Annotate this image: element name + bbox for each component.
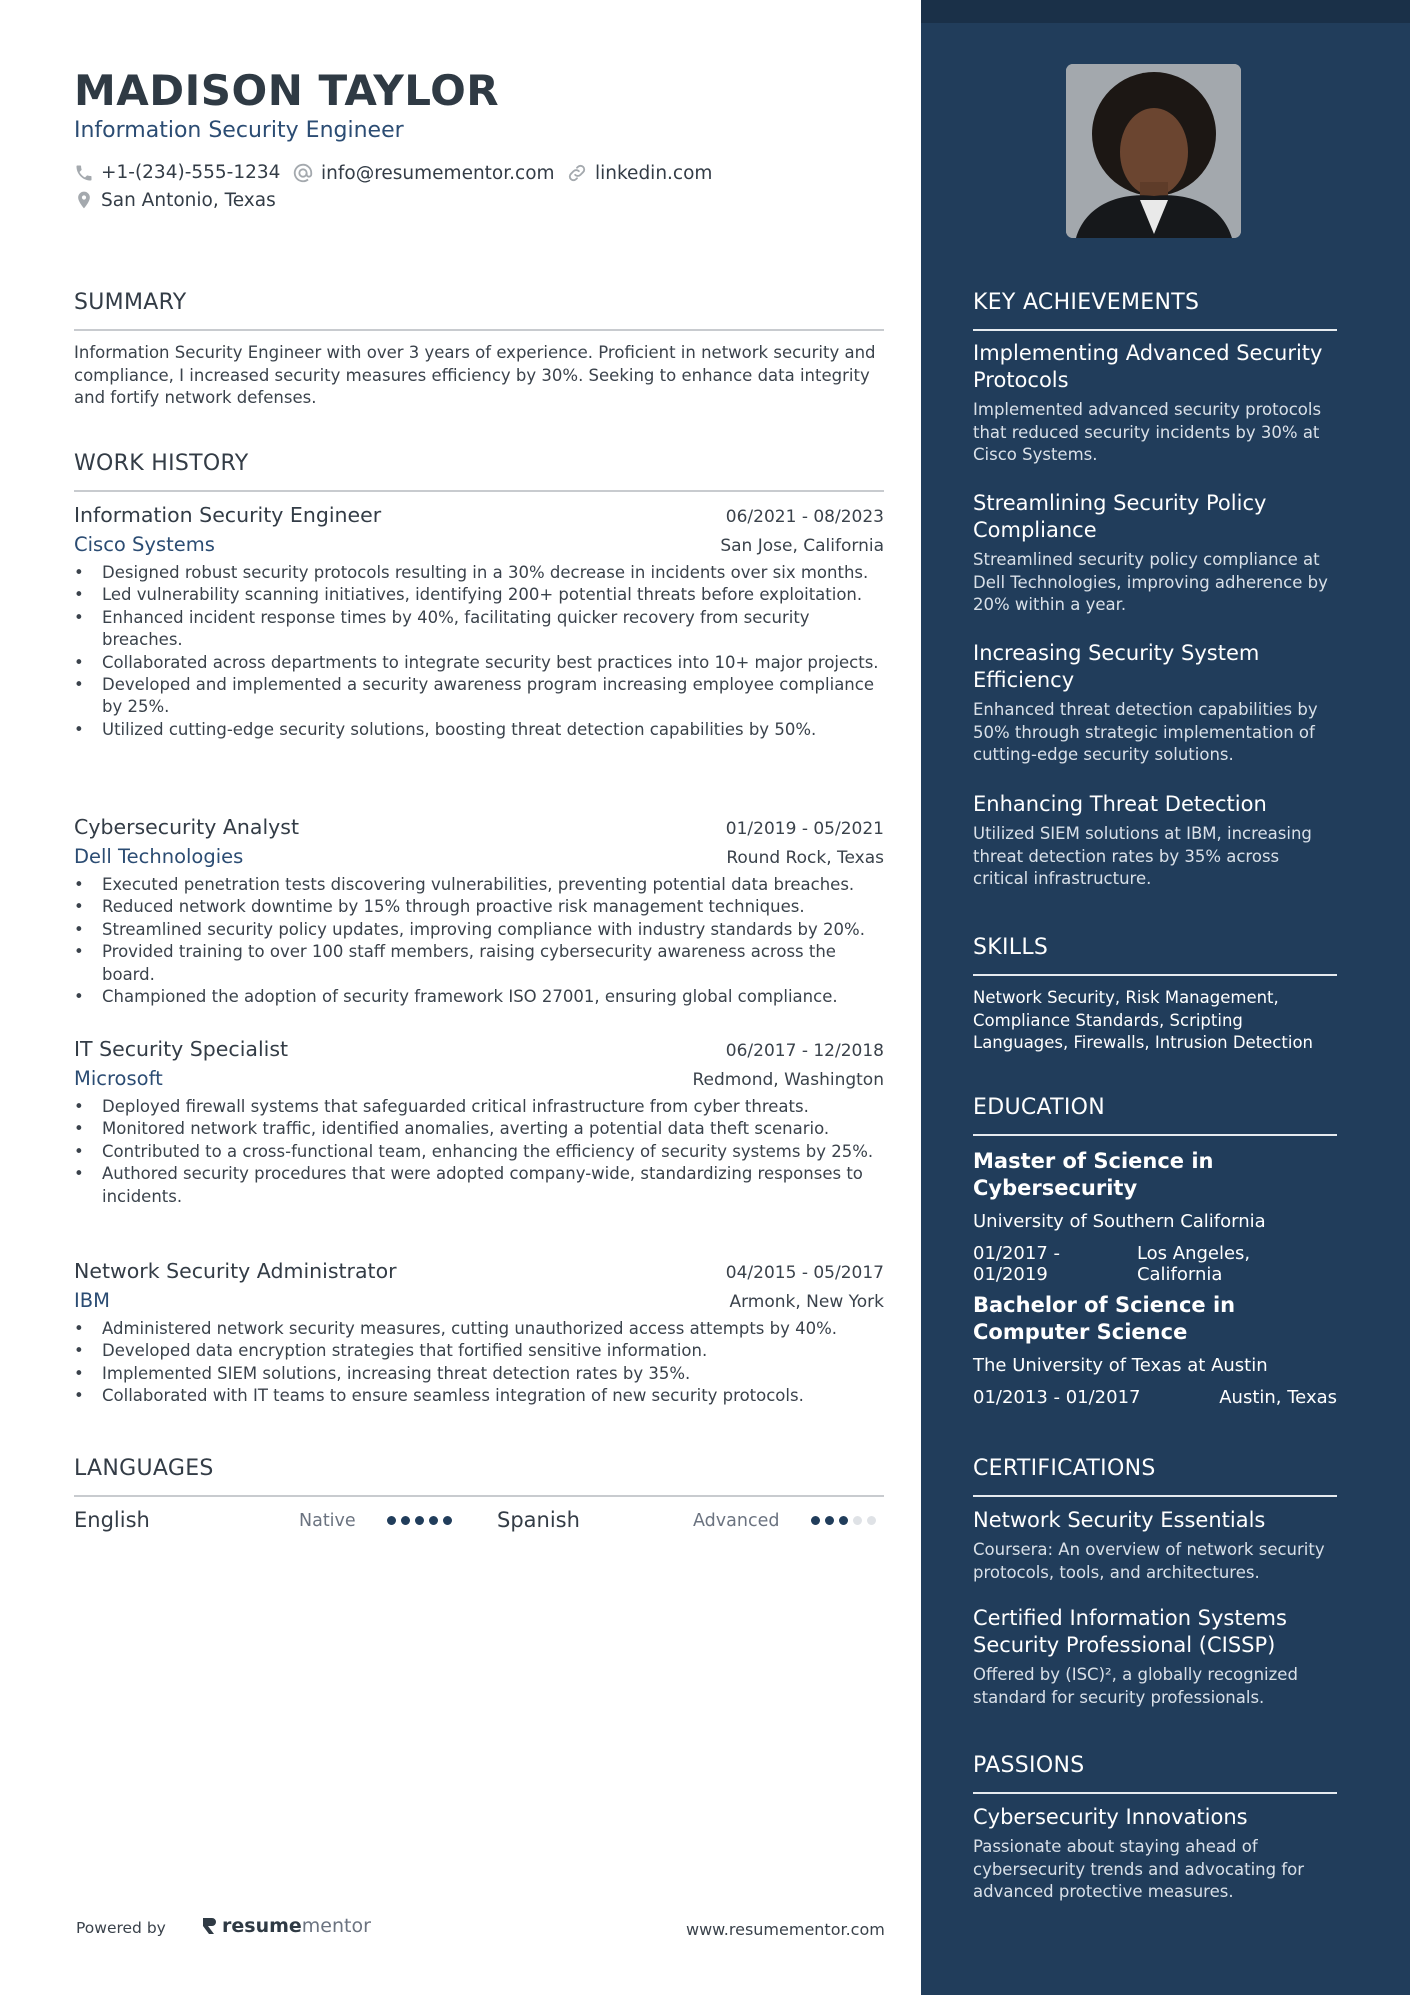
- job-location: Armonk, New York: [729, 1292, 884, 1312]
- job-bullets: [74, 562, 884, 741]
- logo-text-light: mentor: [301, 1915, 371, 1937]
- job-bullet: • Monitored network traffic, identified anomalies, averting a potential data theft scenario.: [74, 1118, 884, 1140]
- language-rating: [811, 1516, 881, 1525]
- achievement-title: Increasing Security System Efficiency: [973, 641, 1260, 692]
- job-bullet: • Deployed firewall systems that safeguarded critical infrastructure from cyber threats.: [74, 1096, 884, 1118]
- job-company: Microsoft: [74, 1067, 163, 1090]
- job-bullet: • Authored security procedures that were adopted company-wide, standardizing responses to incidents.: [74, 1163, 884, 1208]
- rating-dot: [811, 1516, 820, 1525]
- job-location: Redmond, Washington: [692, 1070, 884, 1090]
- rating-dot: [867, 1516, 876, 1525]
- certification-item: [973, 1605, 1337, 1709]
- language-name: Spanish: [497, 1508, 580, 1532]
- work-history-divider: [74, 490, 884, 492]
- language-rating: [387, 1516, 457, 1525]
- job-entry: [74, 503, 884, 741]
- job-bullets: [74, 1096, 884, 1208]
- job-bullet: • Enhanced incident response times by 40%, facilitating quicker recovery from security breaches.: [74, 607, 884, 652]
- logo-text-bold: resume: [222, 1915, 302, 1937]
- language-spanish: [497, 1508, 580, 1532]
- achievement-item: [973, 490, 1337, 617]
- skills-text: Network Security, Risk Management, Compliance Standards, Scripting Languages, Firewalls, Intrusion Detection: [973, 988, 1313, 1052]
- at-icon: [292, 162, 314, 184]
- location-pin-icon: [74, 189, 94, 211]
- achievement-desc: Utilized SIEM solutions at IBM, increasing threat detection rates by 35% across critical infrastructure.: [973, 824, 1312, 888]
- passions-divider: [973, 1792, 1337, 1794]
- achievement-item: [973, 340, 1337, 467]
- education-dates: 01/2013 - 01/2017: [973, 1387, 1141, 1408]
- job-bullet: • Developed data encryption strategies that fortified sensitive information.: [74, 1340, 884, 1362]
- language-level: Advanced: [693, 1511, 780, 1531]
- phone-icon: [74, 163, 94, 183]
- phone-text: +1-(234)-555-1234: [101, 162, 281, 183]
- work-history-heading: WORK HISTORY: [74, 451, 249, 476]
- linkedin-text[interactable]: linkedin.com: [595, 162, 713, 184]
- job-bullet: • Collaborated across departments to integrate security best practices into 10+ major projects.: [74, 652, 884, 674]
- job-bullet: • Developed and implemented a security awareness program increasing employee compliance by 25%.: [74, 674, 884, 719]
- job-bullet: • Executed penetration tests discovering vulnerabilities, preventing potential data breaches.: [74, 874, 884, 896]
- summary-text: Information Security Engineer with over 3 years of experience. Proficient in network security and compliance, I increased security measures efficiency by 30%. Seeking to enhance data integrity and fortify network defenses.: [74, 343, 876, 407]
- achievement-desc: Streamlined security policy compliance at Dell Technologies, improving adherence by 20% within a year.: [973, 550, 1328, 614]
- education-heading: EDUCATION: [973, 1095, 1106, 1120]
- job-bullets: [74, 874, 884, 1008]
- achievement-title: Streamlining Security Policy Compliance: [973, 491, 1267, 542]
- rating-dot: [415, 1516, 424, 1525]
- job-role: IT Security Specialist: [74, 1037, 289, 1061]
- rating-dot: [387, 1516, 396, 1525]
- achievement-desc: Enhanced threat detection capabilities by 50% through strategic implementation of cutting-edge security solutions.: [973, 700, 1318, 764]
- job-location: San Jose, California: [720, 536, 884, 556]
- achievement-title: Enhancing Threat Detection: [973, 792, 1267, 816]
- skills-divider: [973, 974, 1337, 976]
- certification-desc: Offered by (ISC)², a globally recognized standard for security professionals.: [973, 1665, 1298, 1707]
- language-level: Native: [299, 1511, 356, 1531]
- job-bullet: • Utilized cutting-edge security solutions, boosting threat detection capabilities by 50%.: [74, 719, 884, 741]
- job-role: Network Security Administrator: [74, 1259, 397, 1283]
- certifications-heading: CERTIFICATIONS: [973, 1456, 1156, 1481]
- linkedin-contact[interactable]: [566, 162, 712, 184]
- education-dates: 01/2017 - 01/2019: [973, 1243, 1060, 1285]
- education-location: Austin, Texas: [1219, 1387, 1337, 1408]
- achievements-divider: [973, 329, 1337, 331]
- job-bullet: • Streamlined security policy updates, improving compliance with industry standards by 20%.: [74, 919, 884, 941]
- phone-contact: [74, 162, 280, 183]
- achievements-heading: KEY ACHIEVEMENTS: [973, 290, 1200, 315]
- sidebar-top-bar: [921, 0, 1410, 23]
- passions-heading: PASSIONS: [973, 1753, 1085, 1778]
- passion-title: Cybersecurity Innovations: [973, 1805, 1248, 1829]
- rating-dot: [429, 1516, 438, 1525]
- resumementor-logo[interactable]: [200, 1915, 371, 1937]
- email-text[interactable]: info@resumementor.com: [321, 162, 555, 184]
- powered-by-text: Powered by: [76, 1919, 166, 1937]
- rating-dot: [443, 1516, 452, 1525]
- education-degree: Master of Science in Cybersecurity: [973, 1149, 1214, 1200]
- rating-dot: [853, 1516, 862, 1525]
- job-role: Cybersecurity Analyst: [74, 815, 299, 839]
- portrait-icon: [1066, 64, 1241, 238]
- job-bullet: • Designed robust security protocols resulting in a 30% decrease in incidents over six months.: [74, 562, 884, 584]
- rating-dot: [839, 1516, 848, 1525]
- job-dates: 04/2015 - 05/2017: [725, 1263, 884, 1283]
- summary-divider: [74, 329, 884, 331]
- passion-item: [973, 1804, 1337, 1904]
- job-entry: [74, 815, 884, 1008]
- job-bullet: • Implemented SIEM solutions, increasing threat detection rates by 35%.: [74, 1363, 884, 1385]
- education-location: Los Angeles, California: [1136, 1243, 1251, 1285]
- candidate-title: Information Security Engineer: [74, 118, 404, 143]
- education-degree: Bachelor of Science in Computer Science: [973, 1293, 1236, 1344]
- education-item: [973, 1292, 1337, 1408]
- education-divider: [973, 1134, 1337, 1136]
- rating-dot: [401, 1516, 410, 1525]
- languages-heading: LANGUAGES: [74, 1456, 214, 1481]
- certification-title: Certified Information Systems Security Professional (CISSP): [973, 1606, 1287, 1657]
- email-contact[interactable]: [292, 162, 555, 184]
- summary-heading: SUMMARY: [74, 290, 187, 315]
- certifications-divider: [973, 1495, 1337, 1497]
- logo-mark-icon: [200, 1916, 218, 1936]
- job-dates: 06/2017 - 12/2018: [725, 1041, 884, 1061]
- location-text: San Antonio, Texas: [101, 189, 276, 211]
- job-entry: [74, 1037, 884, 1208]
- languages-divider: [74, 1495, 884, 1497]
- job-dates: 01/2019 - 05/2021: [725, 819, 884, 839]
- achievement-title: Implementing Advanced Security Protocols: [973, 341, 1323, 392]
- certification-title: Network Security Essentials: [973, 1508, 1266, 1532]
- passion-desc: Passionate about staying ahead of cybersecurity trends and advocating for advanced protective measures.: [973, 1837, 1305, 1901]
- certification-item: [973, 1507, 1337, 1584]
- job-bullets: [74, 1318, 884, 1408]
- job-company: IBM: [74, 1289, 110, 1312]
- achievement-desc: Implemented advanced security protocols that reduced security incidents by 30% at Cisco Systems.: [973, 400, 1322, 464]
- link-icon: [566, 162, 588, 184]
- job-dates: 06/2021 - 08/2023: [725, 507, 884, 527]
- language-english: [74, 1508, 150, 1532]
- job-entry: [74, 1259, 884, 1408]
- education-school: University of Southern California: [973, 1211, 1266, 1232]
- job-bullet: • Contributed to a cross-functional team, enhancing the efficiency of security systems by 25%.: [74, 1141, 884, 1163]
- job-location: Round Rock, Texas: [726, 848, 884, 868]
- job-bullet: • Led vulnerability scanning initiatives, identifying 200+ potential threats before exploitation.: [74, 584, 884, 606]
- job-role: Information Security Engineer: [74, 503, 382, 527]
- language-name: English: [74, 1508, 150, 1532]
- sidebar: [921, 0, 1410, 1995]
- profile-photo: [1066, 64, 1241, 238]
- job-bullet: • Collaborated with IT teams to ensure seamless integration of new security protocols.: [74, 1385, 884, 1407]
- certification-desc: Coursera: An overview of network security protocols, tools, and architectures.: [973, 1540, 1325, 1582]
- candidate-name: MADISON TAYLOR: [74, 66, 500, 115]
- job-company: Dell Technologies: [74, 845, 244, 868]
- job-bullet: • Championed the adoption of security framework ISO 27001, ensuring global compliance.: [74, 986, 884, 1008]
- job-bullet: • Administered network security measures, cutting unauthorized access attempts by 40%.: [74, 1318, 884, 1340]
- skills-heading: SKILLS: [973, 935, 1049, 960]
- location-contact: [74, 189, 276, 211]
- education-item: [973, 1148, 1337, 1285]
- achievement-item: [973, 640, 1337, 767]
- achievement-item: [973, 791, 1337, 891]
- job-bullet: • Provided training to over 100 staff members, raising cybersecurity awareness across the board.: [74, 941, 884, 986]
- footer-url[interactable]: www.resumementor.com: [686, 1920, 885, 1939]
- education-school: The University of Texas at Austin: [973, 1355, 1268, 1376]
- job-company: Cisco Systems: [74, 533, 215, 556]
- rating-dot: [825, 1516, 834, 1525]
- job-bullet: • Reduced network downtime by 15% through proactive risk management techniques.: [74, 896, 884, 918]
